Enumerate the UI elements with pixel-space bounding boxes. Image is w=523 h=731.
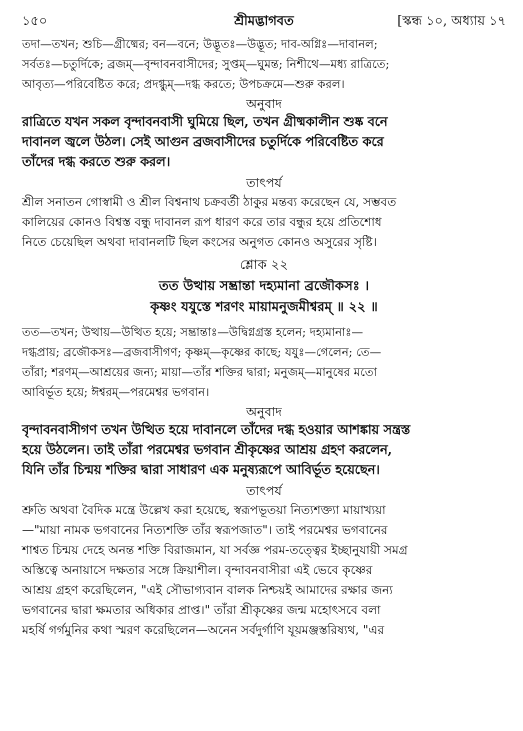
running-title: শ্রীমদ্ভাগবত [234,14,294,29]
gloss-line: দগ্ধপ্রায়; ব্রজৌকসঃ—ব্রজবাসীগণ; কৃষ্ণম্—কৃষ্ণের কাছে; যযুঃ—গেলেন; তে— [22,345,382,359]
translation-heading: অনুবাদ [246,404,282,419]
purport-text [22,192,506,252]
verse-label: শ্লোক ২২ [239,258,289,273]
gloss-line: তদা—তখন; শুচি—গ্রীষ্মের; বন—বনে; উদ্ভূতঃ—উদ্ভূত; দাব-অগ্নিঃ—দাবানল; [22,37,378,51]
purport-line: নিতে চেয়েছিল অথবা দাবানলটি ছিল কংসের অনুগত কোনও অসুরের সৃষ্টি। [22,235,377,249]
translation-line: বৃন্দাবনবাসীগণ তখন উত্থিত হয়ে দাবানলে তাঁদের দগ্ধ হওয়ার আশঙ্কায় সন্ত্রস্ত [22,423,411,438]
word-gloss-top [22,34,506,94]
purport-text [22,500,506,640]
word-gloss-verse [22,322,506,402]
translation-line: দাবানল জ্বলে উঠল। সেই আগুন ব্রজবাসীদের চতুর্দিকে পরিবেষ্টিত করে [22,135,384,150]
translation-heading: অনুবাদ [246,96,282,111]
chapter-reference: [স্কন্ধ ১০, অধ্যায় ১৭ [397,14,506,29]
purport-line: শাশ্বত চিন্ময় দেহে অনন্ত শক্তি বিরাজমান, যা সর্বজ্ঞ পরম-তত্ত্বের ইচ্ছানুযায়ী সমগ্র [22,543,408,557]
gloss-line: তাঁরা; শরণম্—আশ্রয়ের জন্য; মায়া—তাঁর শক্তির দ্বারা; মনুজম্—মানুষের মতো [22,365,377,379]
purport-line: অস্তিত্বে অনায়াসে দক্ষতার সঙ্গে ক্রিয়াশীল। বৃন্দাবনবাসীরা এই ভেবে কৃষ্ণের [22,563,373,577]
purport-line: শ্রুতি অথবা বৈদিক মন্ত্রে উল্লেখ করা হয়েছে, স্বরূপভূতয়া নিত্যশক্ত্যা মায়াখ্যয়া [22,503,386,517]
verse-line: কৃষ্ণং যযুস্তে শরণং মায়ামনুজমীশ্বরম্ ॥ ২২ ॥ [150,300,378,315]
purport-line: কালিয়ের কোনও বিশ্বস্ত বন্ধু দাবানল রূপ ধারণ করে তার বন্ধুর হয়ে প্রতিশোধ [22,215,382,229]
page-header [22,10,506,34]
page-number: ১৫০ [22,14,48,29]
purport-line: —"মায়া নামক ভগবানের নিত্যশক্তি তাঁর স্বরূপজাত"। তাই পরমেশ্বর ভগবানের [22,523,388,537]
purport-line: ভগবানের দ্বারা ক্ষমতার অধিকার প্রাপ্ত।" তাঁরা শ্রীকৃষ্ণের জন্ম মহোৎসবে বলা [22,603,381,617]
gloss-line: আবৃত্য—পরিবেষ্টিত করে; প্রদগ্ধুম্—দগ্ধ করতে; উপচক্রমে—শুরু করল। [22,77,345,91]
book-page [22,10,506,640]
gloss-line: আবির্ভূত হয়ে; ঈশ্বরম্—পরমেশ্বর ভগবান। [22,385,210,399]
translation-text [22,421,506,481]
verse-line: তত উত্থায় সম্ভ্রান্তা দহ্যমানা ব্রজৌকসঃ । [158,279,370,294]
translation-line: রাত্রিতে যখন সকল বৃন্দাবনবাসী ঘুমিয়ে ছিল, তখন গ্রীষ্মকালীন শুষ্ক বনে [22,115,388,130]
gloss-line: সর্বতঃ—চতুর্দিকে; ব্রজম্—বৃন্দাবনবাসীদের; সুপ্তম্—ঘুমন্ত; নিশীথে—মধ্য রাত্রিতে; [22,57,390,71]
translation-line: হয়ে উঠলেন। তাই তাঁরা পরমেশ্বর ভগবান শ্রীকৃষ্ণের আশ্রয় গ্রহণ করলেন, [22,443,393,458]
purport-heading: তাৎপর্য [246,483,282,498]
sanskrit-verse [22,276,506,318]
translation-text [22,113,506,173]
translation-line: তাঁদের দগ্ধ করতে শুরু করল। [22,155,171,170]
translation-line: যিনি তাঁর চিন্ময় শক্তির দ্বারা সাধারণ এক মনুষ্যরূপে আবির্ভূত হয়েছেন। [22,463,380,478]
gloss-line: তত—তখন; উত্থায়—উত্থিত হয়ে; সম্ভ্রান্তাঃ—উদ্বিগ্নগ্রস্ত হলেন; দহ্যমানাঃ— [22,325,364,339]
purport-line: আশ্রয় গ্রহণ করেছিলেন, "এই সৌভাগ্যবান বালক নিশ্চয়ই আমাদের রক্ষার জন্য [22,583,393,597]
purport-line: মহর্ষি গর্গমুনির কথা স্মরণ করেছিলেন—অনেন সর্বদুর্গাণি যূয়মঞ্জস্তরিষ্যথ, "এর [22,623,385,637]
purport-line: শ্রীল সনাতন গোস্বামী ও শ্রীল বিশ্বনাথ চক্রবর্তী ঠাকুর মন্তব্য করেছেন যে, সম্ভবত [22,195,397,209]
purport-heading: তাৎপর্য [246,175,282,190]
